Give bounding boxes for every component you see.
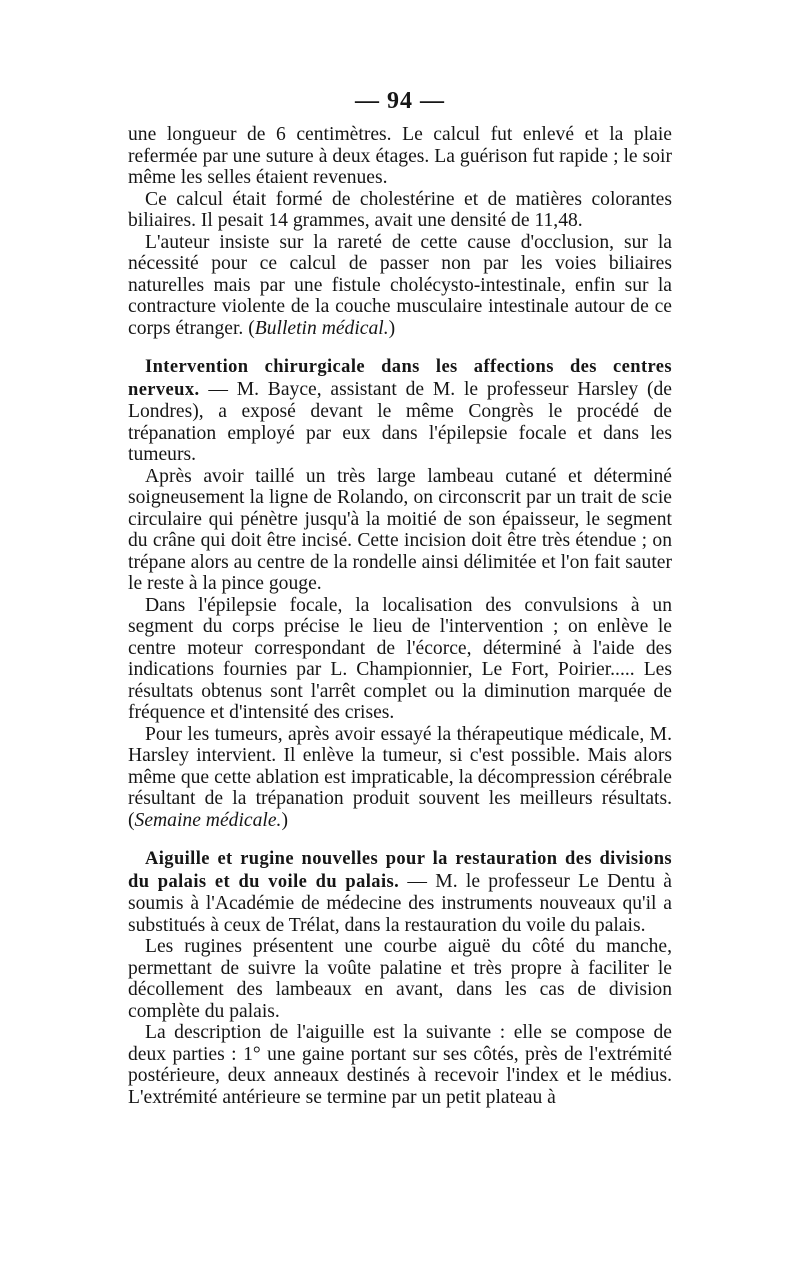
section-title: Intervention chirurgicale dans les affections des centres nerveux. bbox=[128, 357, 672, 400]
paragraph: La description de l'aiguille est la suivante : elle se compose de deux parties : 1° une gaine portant sur ses côtés, près de l'extrémité postérieure, deux anneaux destinés à recevoir l'index et le médius. L'extrémité antérieure se termine par un petit plateau à bbox=[128, 1022, 672, 1108]
page-number: — 94 — bbox=[355, 88, 445, 114]
closing-paren: ) bbox=[281, 809, 288, 831]
section-paragraph bbox=[128, 356, 672, 466]
paragraph-text: Pour les tumeurs, après avoir essayé la thérapeutique médicale, M. Harsley intervient. Il enlève la tumeur, si c'est possible. Mais alors même que cette ablation est impraticable, la décompression cérébrale résultant de la trépanation produit souvent les meilleurs résultats. ( bbox=[128, 723, 672, 831]
section-intro-text: — M. Bayce, assistant de M. le professeur Harsley (de Londres), a exposé devant le même Congrès le procédé de trépanation employé par eux dans l'épilepsie focale et dans les tumeurs. bbox=[128, 378, 672, 465]
paragraph bbox=[128, 724, 672, 832]
source-citation: Bulletin médical. bbox=[254, 317, 389, 339]
page-body bbox=[128, 124, 672, 1108]
paragraph bbox=[128, 232, 672, 340]
paragraph: une longueur de 6 centimètres. Le calcul fut enlevé et la plaie refermée par une suture à deux étages. La guérison fut rapide ; le soir même les selles étaient revenues. bbox=[128, 124, 672, 188]
section-intro-text: — M. le professeur Le Dentu à soumis à l'Académie de médecine des instruments nouveaux qu'il a substitués à ceux de Trélat, dans la restauration du voile du palais. bbox=[128, 870, 672, 936]
paragraph: Dans l'épilepsie focale, la localisation des convulsions à un segment du corps précise le lieu de l'intervention ; on enlève le centre moteur correspondant de l'écorce, déterminé à l'aide des indications fournies par L. Championnier, Le Fort, Poirier..... Les résultats obtenus sont l'arrêt complet ou la diminution marquée de fréquence et d'intensité des crises. bbox=[128, 594, 672, 723]
section-title: Aiguille et rugine nouvelles pour la restauration des divisions du palais et du voile du palais. bbox=[128, 849, 672, 892]
source-citation: Semaine médicale. bbox=[134, 809, 282, 831]
paragraph: Après avoir taillé un très large lambeau cutané et déterminé soigneusement la ligne de Rolando, on circonscrit par un trait de scie circulaire qui pénètre jusqu'à la moitié de son épaisseur, le segment du crâne qui doit être incisé. Cette incision doit être très étendue ; on trépane alors au centre de la rondelle ainsi délimitée et l'on fait sauter le reste à la pince gouge. bbox=[128, 465, 672, 594]
section-paragraph bbox=[128, 848, 672, 936]
closing-paren: ) bbox=[388, 317, 396, 339]
paragraph-text: L'auteur insiste sur la rareté de cette cause d'occlusion, sur la nécessité pour ce calcul de passer non par les voies biliaires naturelles mais par une fistule cholécysto-intestinale, enfin sur la contracture violente de la couche musculaire intestinale autour de ce corps étranger. ( bbox=[128, 231, 672, 339]
paragraph: Ce calcul était formé de cholestérine et de matières colorantes biliaires. Il pesait 14 grammes, avait une densité de 11,48. bbox=[128, 188, 672, 231]
paragraph: Les rugines présentent une courbe aiguë du côté du manche, permettant de suivre la voûte palatine et très propre à faciliter le décollement des lambeaux en avant, dans les cas de division complète du palais. bbox=[128, 936, 672, 1022]
